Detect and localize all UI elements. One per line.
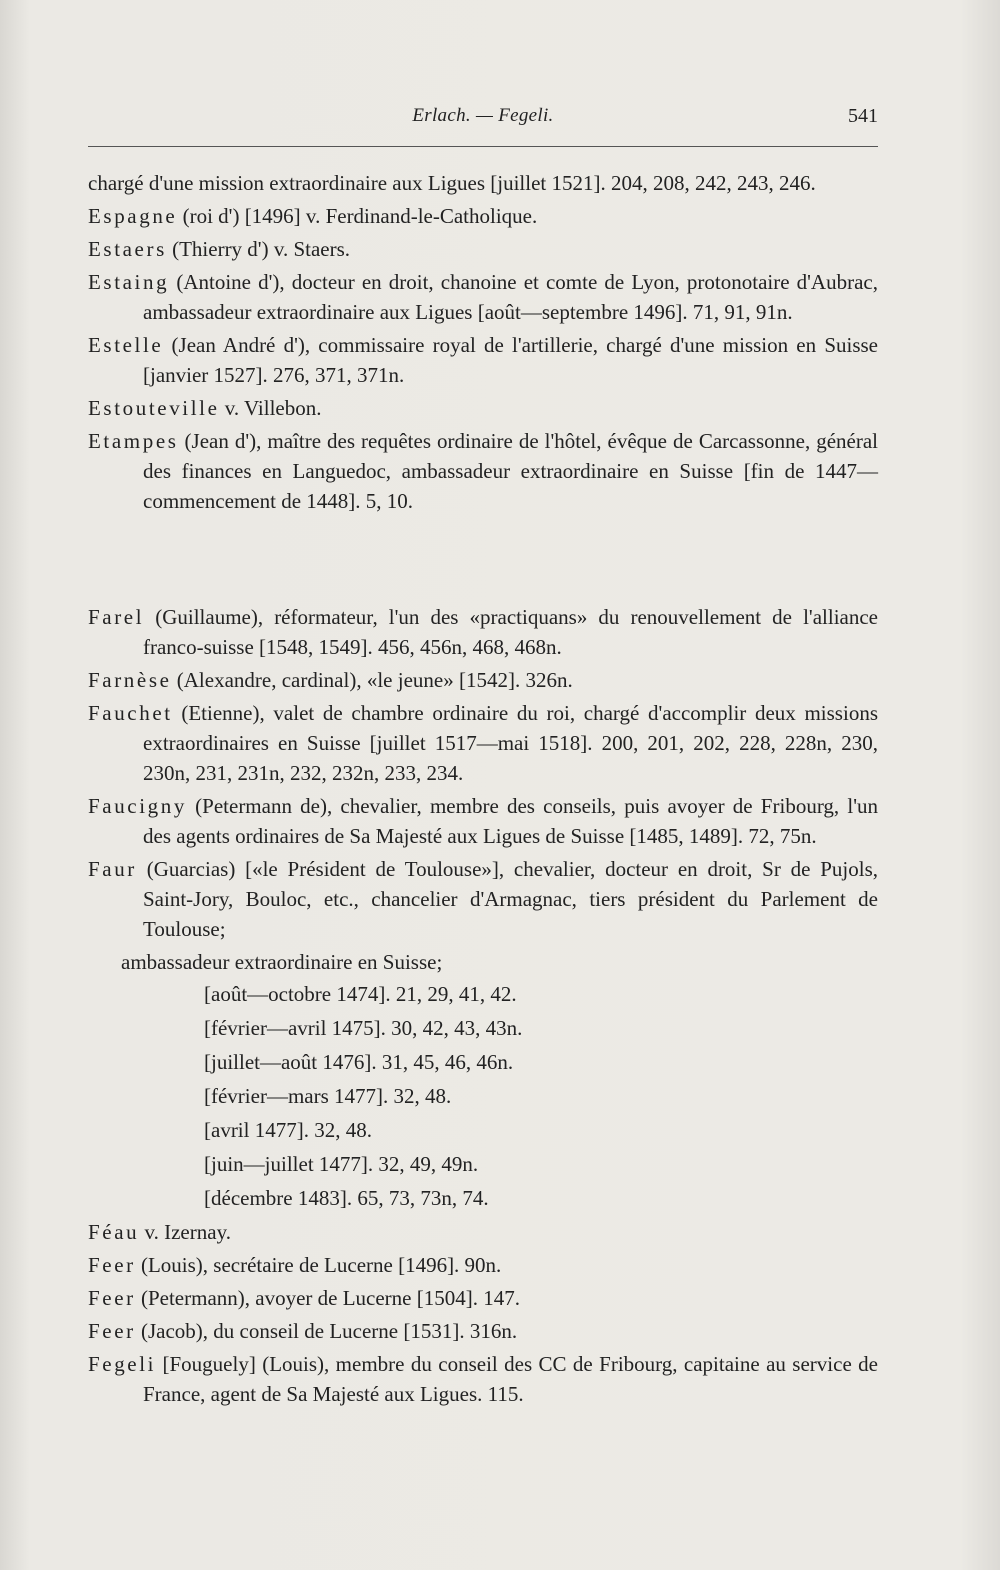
mission-date: [août—octobre 1474]. 21, 29, 41, 42. xyxy=(204,982,517,1006)
mission-date: [juin—juillet 1477]. 32, 49, 49n. xyxy=(204,1152,479,1176)
index-entry xyxy=(88,1250,878,1280)
entry-headword: Estaing xyxy=(88,270,170,294)
entry-text: (Louis), secrétaire de Lucerne [1496]. 90n. xyxy=(135,1253,502,1277)
index-entry xyxy=(88,267,878,327)
entry-continuation: ambassadeur extraordinaire en Suisse; xyxy=(121,950,443,974)
mission-date: [février—avril 1475]. 30, 42, 43, 43n. xyxy=(204,1016,523,1040)
entry-text: (Petermann de), chevalier, membre des conseils, puis avoyer de Fribourg, l'un des agents ordinaires de Sa Majesté aux Ligues de Suisse [1485, 1489]. 72, 75n. xyxy=(143,794,878,848)
entry-headword: Feer xyxy=(88,1286,136,1310)
entry-text: (Guarcias) [«le Président de Toulouse»], chevalier, docteur en droit, Sr de Pujols, Saint-Jory, Bouloc, etc., chancelier d'Armagnac, tiers président du Parlement de Toulouse; xyxy=(136,857,878,941)
index-entry xyxy=(88,393,878,423)
mission-date: [avril 1477]. 32, 48. xyxy=(204,1118,372,1142)
index-entry xyxy=(88,234,878,264)
entry-text: (Jean André d'), commissaire royal de l'artillerie, chargé d'une mission en Suisse [janvier 1527]. 276, 371, 371n. xyxy=(143,333,878,387)
entry-headword: Féau xyxy=(88,1220,140,1244)
index-entry xyxy=(88,1217,878,1247)
entry-text: (Alexandre, cardinal), «le jeune» [1542]. 326n. xyxy=(171,668,573,692)
entry-headword: Estouteville xyxy=(88,396,220,420)
entry-headword: Feer xyxy=(88,1253,136,1277)
index-entry xyxy=(88,602,878,662)
entry-headword: Etampes xyxy=(88,429,179,453)
entry-text: (Etienne), valet de chambre ordinaire du roi, chargé d'accomplir deux missions extraordinaires en Suisse [juillet 1517—mai 1518]. 200, 201, 202, 228, 228n, 230, 230n, 231, 231n, 232, 232n, 233, 234. xyxy=(143,701,878,785)
entry-text: v. Izernay. xyxy=(139,1220,231,1244)
index-entry xyxy=(88,426,878,516)
index-entry xyxy=(88,1316,878,1346)
entry-headword: Espagne xyxy=(88,204,178,228)
entry-headword: Faucigny xyxy=(88,794,187,818)
index-body xyxy=(88,168,878,1412)
header-rule xyxy=(88,146,878,147)
running-head: Erlach. — Fegeli. xyxy=(412,105,554,126)
entry-headword: Fegeli xyxy=(88,1352,157,1376)
index-entry xyxy=(88,1349,878,1409)
page-header xyxy=(88,105,878,137)
index-entry xyxy=(88,168,878,198)
entry-headword: Fauchet xyxy=(88,701,173,725)
entry-headword: Feer xyxy=(88,1319,136,1343)
index-entry xyxy=(88,201,878,231)
index-entry xyxy=(88,698,878,788)
entry-text: (roi d') [1496] v. Ferdinand-le-Catholique. xyxy=(177,204,538,228)
entry-text: (Antoine d'), docteur en droit, chanoine et comte de Lyon, protonotaire d'Aubrac, ambassadeur extraordinaire aux Ligues [août—septembre 1496]. 71, 91, 91n. xyxy=(143,270,878,324)
entry-headword: Farel xyxy=(88,605,145,629)
entry-headword: Faur xyxy=(88,857,137,881)
mission-date: [juillet—août 1476]. 31, 45, 46, 46n. xyxy=(204,1050,514,1074)
entry-text: (Petermann), avoyer de Lucerne [1504]. 147. xyxy=(135,1286,520,1310)
index-entry xyxy=(88,330,878,390)
mission-date: [décembre 1483]. 65, 73, 73n, 74. xyxy=(204,1186,489,1210)
index-entry xyxy=(88,791,878,851)
entry-text: v. Villebon. xyxy=(219,396,322,420)
index-entry xyxy=(88,665,878,695)
page-number: 541 xyxy=(848,105,878,127)
entry-headword: Farnèse xyxy=(88,668,172,692)
entry-text: (Jean d'), maître des requêtes ordinaire de l'hôtel, évêque de Carcassonne, général des finances en Languedoc, ambassadeur extraordinaire en Suisse [fin de 1447—commencement de 1448]. 5, 10. xyxy=(143,429,878,513)
entry-text: chargé d'une mission extraordinaire aux Ligues [juillet 1521]. 204, 208, 242, 243, 246. xyxy=(88,171,816,195)
entry-text: [Fouguely] (Louis), membre du conseil des CC de Fribourg, capitaine au service de France, agent de Sa Majesté aux Ligues. 115. xyxy=(143,1352,878,1406)
entry-headword: Estelle xyxy=(88,333,164,357)
entry-text: (Thierry d') v. Staers. xyxy=(166,237,351,261)
index-entry xyxy=(88,854,878,944)
entry-headword: Estaers xyxy=(88,237,167,261)
entry-text: (Guillaume), réformateur, l'un des «practiquans» du renouvellement de l'alliance franco-suisse [1548, 1549]. 456, 456n, 468, 468n. xyxy=(143,605,878,659)
mission-date: [février—mars 1477]. 32, 48. xyxy=(204,1084,452,1108)
entry-text: (Jacob), du conseil de Lucerne [1531]. 316n. xyxy=(135,1319,518,1343)
mission-date-list xyxy=(88,979,878,1213)
index-entry xyxy=(88,1283,878,1313)
